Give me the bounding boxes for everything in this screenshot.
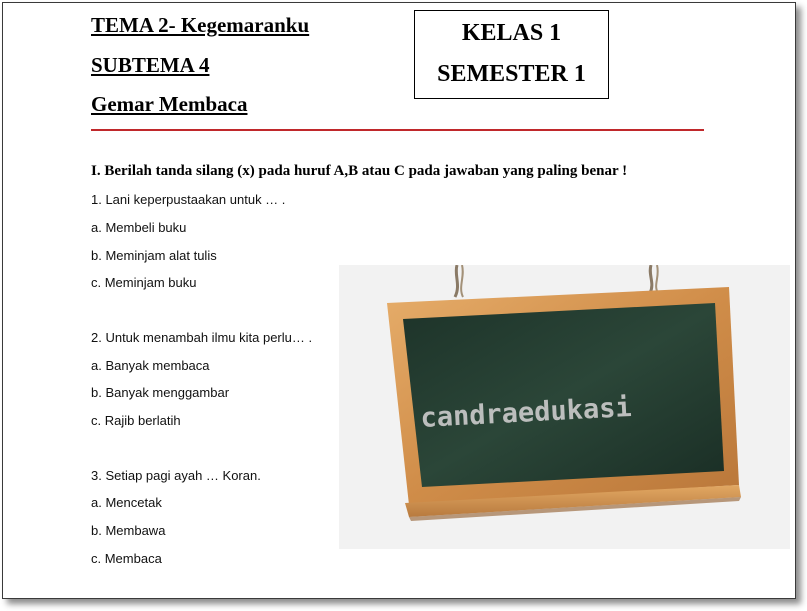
kelas-label: KELAS 1	[461, 20, 562, 46]
question-1-option-b: b. Meminjam alat tulis	[91, 248, 217, 263]
question-2-option-a: a. Banyak membaca	[91, 358, 210, 373]
question-3-option-c: c. Membaca	[91, 551, 162, 566]
judul-heading: Gemar Membaca	[91, 92, 248, 116]
chalkboard-picture	[339, 265, 790, 549]
question-3: 3. Setiap pagi ayah … Koran.	[91, 468, 261, 483]
question-1-option-c: c. Meminjam buku	[91, 275, 197, 290]
kelas-box	[414, 10, 609, 99]
tema-heading: TEMA 2- Kegemaranku	[91, 13, 310, 37]
question-2-option-c: c. Rajib berlatih	[91, 413, 181, 428]
question-2: 2. Untuk menambah ilmu kita perlu… .	[91, 330, 313, 345]
question-1-option-a: a. Membeli buku	[91, 220, 187, 235]
question-1: 1. Lani keperpustaakan untuk … .	[91, 192, 286, 207]
subtema-heading: SUBTEMA 4	[91, 53, 210, 77]
instruction-text: I. Berilah tanda silang (x) pada huruf A,B atau C pada jawaban yang paling benar !	[91, 163, 628, 179]
header-divider	[91, 129, 704, 131]
watermark-text: candraedukasi	[419, 391, 633, 434]
worksheet-page	[2, 2, 796, 599]
semester-label: SEMESTER 1	[437, 61, 586, 87]
question-3-option-a: a. Mencetak	[91, 495, 162, 510]
question-2-option-b: b. Banyak menggambar	[91, 385, 230, 400]
chalkboard-image	[339, 265, 790, 549]
question-3-option-b: b. Membawa	[91, 523, 166, 538]
